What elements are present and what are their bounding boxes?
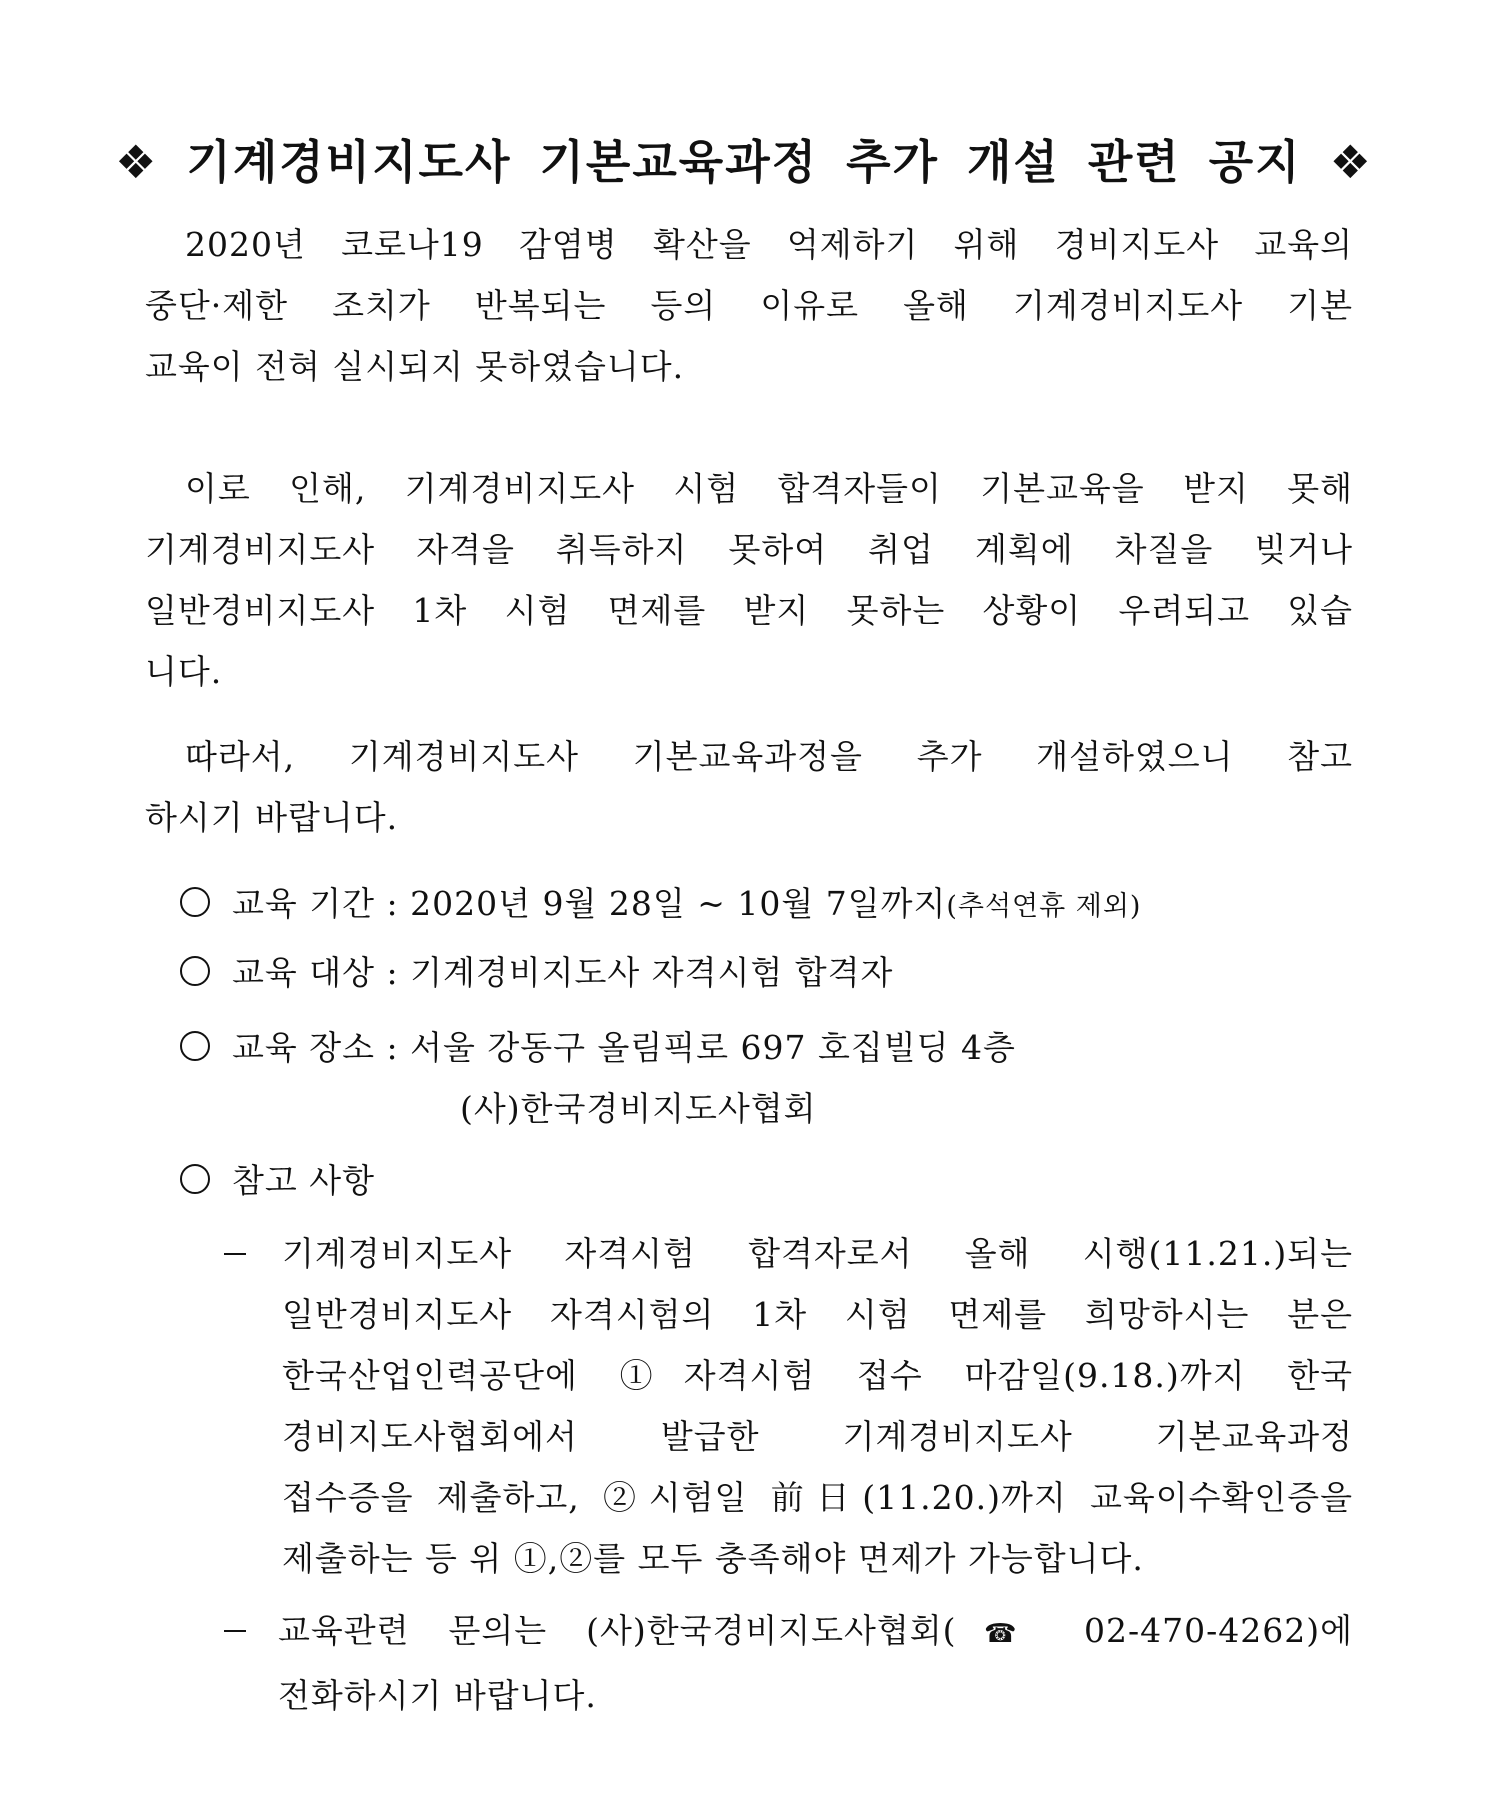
- intro-paragraph-3: [145, 726, 1353, 848]
- note-line: [278, 1600, 1353, 1665]
- detail-label: 참고 사항: [232, 1161, 376, 1200]
- detail-label: 교육 장소: [232, 1028, 376, 1067]
- paragraph-line: 하시기 바랍니다.: [145, 798, 399, 837]
- detail-value: 기계경비지도사 자격시험 합격자: [410, 953, 894, 992]
- paragraph-line: 기계경비지도사 자격을 취득하지 못하여 취업 계획에 차질을 빚거나: [145, 530, 1353, 569]
- circle-bullet-icon: [180, 887, 210, 917]
- detail-period: 교육 기간 : 2020년 9월 28일 ~ 10월 7일까지(추석연휴 제외): [180, 873, 1141, 937]
- paragraph-line: 중단·제한 조치가 반복되는 등의 이유로 올해 기계경비지도사 기본: [145, 286, 1353, 325]
- contact-suffix: )에: [1306, 1611, 1353, 1650]
- paragraph-line: 니다.: [145, 652, 223, 691]
- detail-value: 서울 강동구 올림픽로 697 호집빌딩 4층: [410, 1028, 1016, 1067]
- page-title: ❖ 기계경비지도사 기본교육과정 추가 개설 관련 공지 ❖: [115, 135, 1373, 189]
- detail-place: 교육 장소 : 서울 강동구 올림픽로 697 호집빌딩 4층: [180, 1017, 1016, 1078]
- detail-target: 교육 대상 : 기계경비지도사 자격시험 합격자: [180, 942, 893, 1003]
- circle-bullet-icon: [180, 1164, 210, 1194]
- paragraph-line: 2020년 코로나19 감염병 확산을 억제하기 위해 경비지도사 교육의: [185, 225, 1353, 264]
- note-line: 제출하는 등 위 ①,②를 모두 충족해야 면제가 가능합니다.: [282, 1539, 1144, 1578]
- detail-place-line2: (사)한국경비지도사협회: [460, 1089, 817, 1128]
- detail-notes-heading: [180, 1150, 375, 1211]
- circle-bullet-icon: [180, 1031, 210, 1061]
- paragraph-line: 이로 인해, 기계경비지도사 시험 합격자들이 기본교육을 받지 못해: [185, 469, 1353, 508]
- note-line: 전화하시기 바랍니다.: [278, 1676, 597, 1715]
- note-line: 일반경비지도사 자격시험의 1차 시험 면제를 희망하시는 분은: [282, 1295, 1353, 1334]
- note-item-contact: [222, 1600, 1353, 1726]
- circle-bullet-icon: [180, 956, 210, 986]
- detail-note: (추석연휴 제외): [946, 891, 1142, 922]
- contact-text: 교육관련 문의는 (사)한국경비지도사협회(: [278, 1611, 957, 1650]
- paragraph-line: 교육이 전혀 실시되지 못하였습니다.: [145, 347, 685, 386]
- note-line: 경비지도사협회에서 발급한 기계경비지도사 기본교육과정: [282, 1417, 1353, 1456]
- intro-paragraph-1: [145, 214, 1353, 397]
- detail-label: 교육 대상: [232, 953, 376, 992]
- note-line: 접수증을 제출하고, ②시험일 前日(11.20.)까지 교육이수확인증을: [282, 1478, 1353, 1517]
- detail-label: 교육 기간: [232, 884, 376, 923]
- detail-value: 2020년 9월 28일 ~ 10월 7일까지: [410, 884, 947, 923]
- paragraph-line: 따라서, 기계경비지도사 기본교육과정을 추가 개설하였으니 참고: [185, 737, 1353, 776]
- paragraph-line: 일반경비지도사 1차 시험 면제를 받지 못하는 상황이 우려되고 있습: [145, 591, 1353, 630]
- note-line: 기계경비지도사 자격시험 합격자로서 올해 시행(11.21.)되는: [282, 1234, 1353, 1273]
- note-line: 한국산업인력공단에 ①자격시험 접수 마감일(9.18.)까지 한국: [282, 1356, 1353, 1395]
- intro-paragraph-2: [145, 458, 1353, 702]
- phone-number: 02-470-4262: [1083, 1611, 1307, 1650]
- note-item-exemption: [222, 1223, 1353, 1589]
- phone-icon: ☎: [956, 1619, 1045, 1649]
